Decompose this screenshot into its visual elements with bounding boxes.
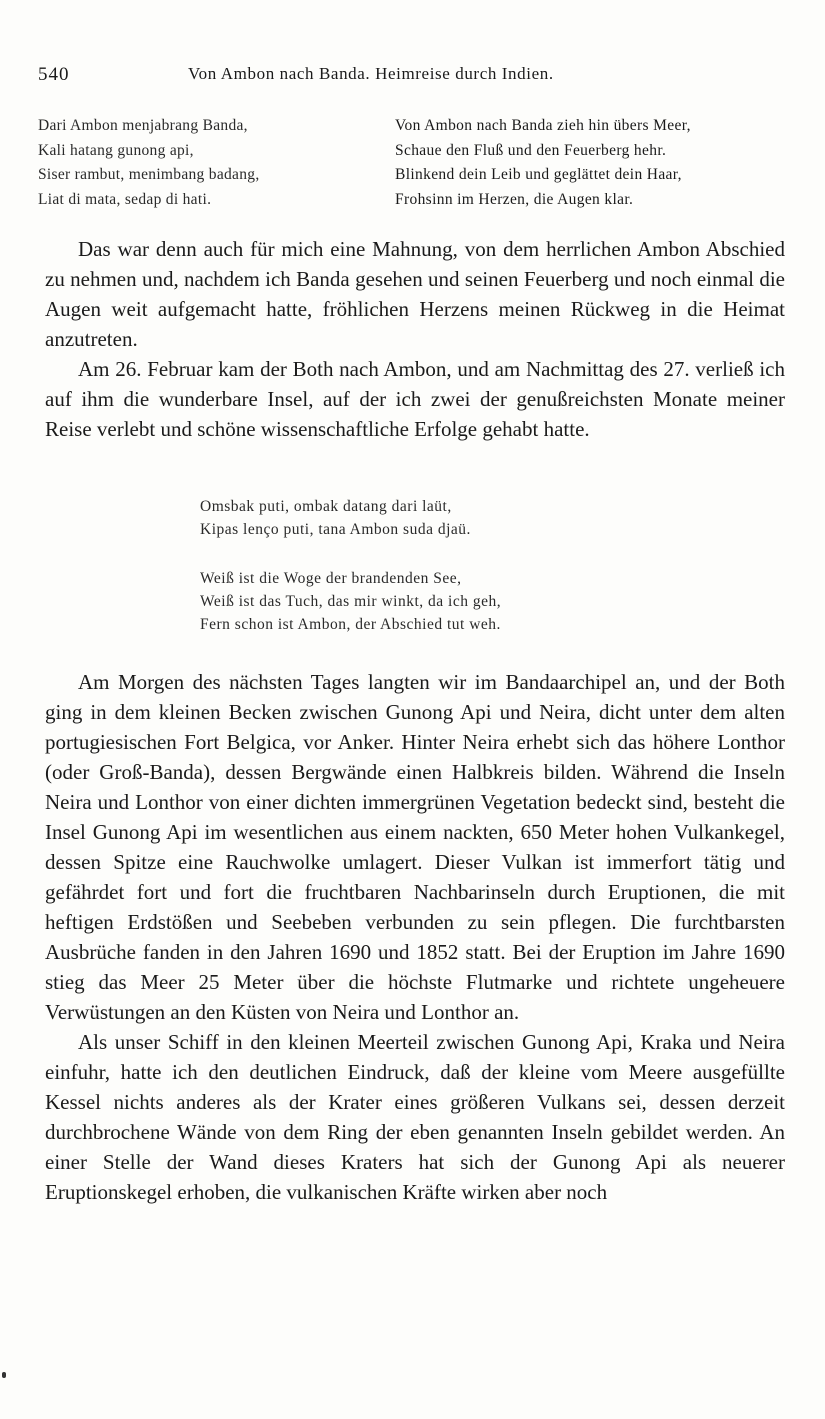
paragraph: Das war denn auch für mich eine Mahnung, von dem herrlichen Ambon Abschied zu nehmen und, nachdem ich Banda gesehen und seinen Feuerberg und noch einmal die Augen weit aufgemacht hatte, fröhlichen Herzens meinen Rückweg in die Heimat anzutreten. <box>45 237 785 351</box>
scan-speck <box>2 1372 6 1378</box>
verse-line: Weiß ist die Woge der brandenden See, <box>200 570 462 587</box>
verse-line: Liat di mata, sedap di hati. <box>38 190 212 208</box>
verse-line: Frohsinn im Herzen, die Augen klar. <box>395 190 634 208</box>
verse-line: Weiß ist das Tuch, das mir winkt, da ich geh, <box>200 593 502 610</box>
paragraph: Als unser Schiff in den kleinen Meerteil zwischen Gunong Api, Kraka und Neira einfuhr, hatte ich den deutlichen Eindruck, daß der kleine vom Meere ausgefüllte Kessel nichts anderes als der Krater eines größeren Vulkans sei, dessen derzeit durchbrochene Wände von dem Ring der eben genannten Inseln gebildet werden. An einer Stelle der Wand dieses Kraters hat sich der Gunong Api als neuerer Eruptionskegel erhoben, die vulkanischen Kräfte wirken aber noch <box>45 1030 785 1204</box>
running-title: Von Ambon nach Banda. Heimreise durch Indien. <box>188 64 554 83</box>
page-number: 540 <box>38 64 70 85</box>
verse-line: Fern schon ist Ambon, der Abschied tut weh. <box>200 616 501 633</box>
verse-line: Von Ambon nach Banda zieh hin übers Meer, <box>395 117 691 134</box>
verse-line: Siser rambut, menimbang badang, <box>38 166 260 183</box>
verse-line: Omsbak puti, ombak datang dari laüt, <box>200 498 452 515</box>
malay-verse <box>38 114 260 212</box>
verse-line: Kali hatang gunong api, <box>38 141 194 159</box>
body-text-section-2 <box>45 667 785 1207</box>
paragraph: Am Morgen des nächsten Tages langten wir im Bandaarchipel an, und der Both ging in dem kleinen Becken zwischen Gunong Api und Neira, dicht unter dem alten portugiesischen Fort Belgica, vor Anker. Hinter Neira erhebt sich das höhere Lonthor (oder Groß-Banda), dessen Bergwände einen Halbkreis bilden. Während die Inseln Neira und Lonthor von einer dichten immergrünen Vegetation bedeckt sind, besteht die Insel Gunong Api im wesentlichen aus einem nackten, 650 Meter hohen Vulkankegel, dessen Spitze eine Rauchwolke umlagert. Dieser Vulkan ist immerfort tätig und gefährdet fort und fort die fruchtbaren Nachbarinseln durch Eruptionen, die mit heftigen Erdstößen und Seebeben verbunden zu sein pflegen. Die furchtbarsten Ausbrüche fanden in den Jahren 1690 und 1852 statt. Bei der Eruption im Jahre 1690 stieg das Meer 25 Meter über die höchste Flutmarke und richtete ungeheuere Verwüstungen an den Küsten von Neira und Lonthor an. <box>45 670 785 1024</box>
body-text-section-1 <box>45 234 785 444</box>
verse-line: Kipas lenço puti, tana Ambon suda djaü. <box>200 521 471 538</box>
farewell-verse-malay <box>200 495 700 541</box>
verse-line: Dari Ambon menjabrang Banda, <box>38 117 248 134</box>
verse-line: Schaue den Fluß und den Feuerberg hehr. <box>395 141 667 159</box>
farewell-verse-german <box>200 567 700 636</box>
page-header <box>38 64 788 88</box>
verse-line: Blinkend dein Leib und geglättet dein Haar, <box>395 166 682 183</box>
paragraph: Am 26. Februar kam der Both nach Ambon, und am Nachmittag des 27. verließ ich auf ihm die wunderbare Insel, auf der ich zwei der genußreichsten Monate meiner Reise verlebt und schöne wissenschaftliche Erfolge gehabt hatte. <box>45 357 785 441</box>
german-verse <box>395 114 691 212</box>
